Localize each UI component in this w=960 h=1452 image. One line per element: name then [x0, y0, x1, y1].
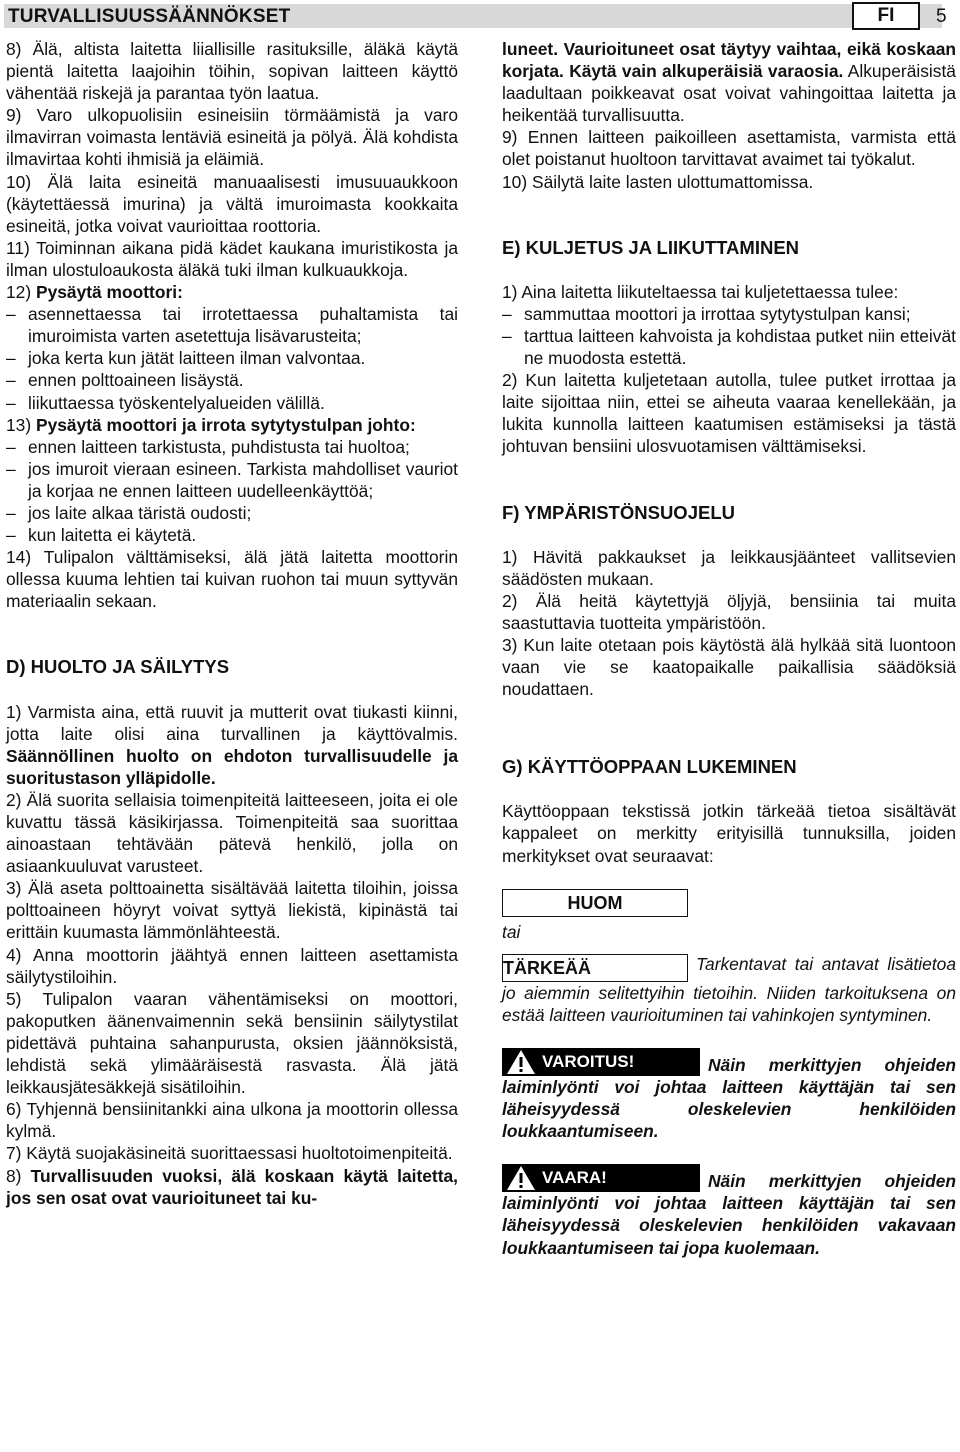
environment-2: 2) Älä heitä käytettyjä öljyjä, bensiinia tai muita saastuttavia tuotteita ympäristöön. — [502, 590, 956, 633]
list-item: – sammuttaa moottori ja irrottaa sytytystulpan kansi; — [502, 303, 956, 325]
maintenance-8-continued — [502, 38, 956, 126]
maintenance-8-cont-text: Alkuperäisistä laadultaan poikkeavat osat voivat vahingoittaa laitetta ja heikentää turvallisuutta. — [502, 61, 956, 126]
maintenance-8-bold: Turvallisuuden vuoksi, älä koskaan käytä laitetta, jos sen osat ovat vaurioituneet tai ku- — [6, 1165, 459, 1208]
maintenance-8 — [6, 1165, 458, 1209]
tarkeaa-text: Tarkentavat tai antavat lisätietoa jo aiemmin selitettyihin tietoihin. Niiden tarkoituksena on estää laitteen vaurioituminen tai vahinkojen syntyminen. — [502, 953, 956, 1025]
maintenance-3: 3) Älä aseta polttoainetta sisältävää laitetta tiloihin, joissa polttoaineen höyryt voivat syttyä liekistä, kipinästä tai erittäin kuumasta lämmönlähteestä. — [6, 878, 458, 943]
tarkeaa-note — [502, 953, 956, 1026]
rule-9: 9) Varo ulkopuolisiin esineisiin törmäämistä ja varo ilmavirran voimasta lentäviä esineitä ja pölyä. Älä kohdista ilmavirtaa kohti ihmisiä ja eläimiä. — [6, 105, 458, 170]
list-item: – kun laitetta ei käytetä. — [6, 524, 458, 546]
environment-1: 1) Hävitä pakkaukset ja leikkausjäänteet vallitsevien säädösten mukaan. — [502, 546, 956, 589]
maintenance-1 — [6, 701, 458, 789]
rule-12-number: 12) — [6, 282, 36, 303]
maintenance-4: 4) Anna moottorin jäähtyä ennen laitteen asettamista säilytystiloihin. — [6, 944, 458, 987]
rule-12-heading: Pysäytä moottori: — [35, 282, 183, 303]
or-text: tai — [502, 921, 521, 942]
section-d-heading: D) HUOLTO JA SÄILYTYS — [6, 656, 230, 678]
transport-1: 1) Aina laitetta liikuteltaessa tai kuljetettaessa tulee: — [502, 281, 899, 302]
list-item: – liikuttaessa työskentelyalueiden välillä. — [6, 392, 458, 414]
maintenance-9: 9) Ennen laitteen paikoilleen asettamista, varmista että olet poistanut huoltoon tarvittavat avaimet tai työkalut. — [502, 127, 956, 170]
vaara-text: Näin merkittyjen ohjeiden laiminlyönti voi johtaa laitteen käyttäjän tai sen läheisyydessä oleskelevien henkilöiden vakavaan loukkaantumiseen tai jopa kuolemaan. — [502, 1171, 956, 1258]
warning-triangle-icon — [506, 1165, 536, 1191]
list-item: – jos laite alkaa täristä oudosti; — [6, 502, 458, 524]
rule-11: 11) Toiminnan aikana pidä kädet kaukana imuristikosta ja ilman ulostuloaukosta äläkä tuki ilman kulkuaukkoja. — [6, 237, 458, 280]
right-column — [502, 38, 956, 1259]
maintenance-6: 6) Tyhjennä bensiinitankki aina ulkona ja moottorin ollessa kylmä. — [6, 1099, 458, 1142]
maintenance-2: 2) Älä suorita sellaisia toimenpiteitä laitteeseen, joita ei ole kuvattu tässä käsikirjassa. Toimenpiteitä saa suorittaa ainoastaan tehtävään pätevä henkilö, jolla on asiaankuuluvat varusteet. — [6, 789, 458, 877]
tarkeaa-label: TÄRKEÄÄ — [502, 954, 688, 982]
transport-2: 2) Kun laitetta kuljetetaan autolla, tulee putket irrottaa ja laite sijoittaa niin, ettei se aiheuta vaaraa kenellekään, ja lukita kunnolla laitteen kaatumisen estämiseksi ja tästä johtuvan bensiini ulosvuotamisen välttämiseksi. — [502, 370, 956, 457]
guide-intro: Käyttöoppaan tekstissä jotkin tärkeää tietoa sisältävät kappaleet on merkitty erityisillä tunnuksilla, joiden merkitykset ovat seuraavat: — [502, 801, 956, 866]
rule-13 — [6, 414, 458, 436]
list-item: – tarttua laitteen kahvoista ja kohdistaa putket niin etteivät ne muodosta estettä. — [502, 325, 956, 369]
varoitus-text-label: VAROITUS! — [542, 1051, 635, 1071]
varoitus-label — [502, 1048, 700, 1076]
maintenance-5: 5) Tulipalon vaaran vähentämiseksi on moottori, pakoputken äänenvaimennin sekä bensiinin säilytystilat pidettävä puhtaina sahanpurusta, oksien jäännöksistä, lehdistä sekä ylimääräisestä rasvasta. Älä jätä leikkausjätesäkkejä sisätiloihin. — [6, 988, 458, 1098]
maintenance-7: 7) Käytä suojakäsineitä suorittaessasi huoltotoimenpiteitä. — [6, 1143, 453, 1164]
list-item: – ennen polttoaineen lisäystä. — [6, 369, 458, 391]
page-number: 5 — [936, 6, 947, 27]
rule-8: 8) Älä, altista laitetta liiallisille rasituksille, äläkä käytä pientä laitetta laajoihin töihin, sopivan laitteen käyttö vähentää riskejä ja parantaa työn laatua. — [6, 39, 458, 104]
varoitus-text: Näin merkittyjen ohjeiden laiminlyönti voi johtaa laitteen käyttäjän tai sen läheisyydessä oleskelevien henkilöiden loukkaantumiseen. — [502, 1054, 956, 1142]
rule-10: 10) Älä laita esineitä manuaalisesti imusuuaukkoon (käytettäessä imurina) ja vältä imuroimasta kookkaita esineitä, jotka voivat vaurioittaa roottoria. — [6, 171, 458, 236]
section-e-heading: E) KULJETUS JA LIIKUTTAMINEN — [502, 236, 800, 258]
maintenance-8-cont-bold: luneet. Vaurioituneet osat täytyy vaihtaa, eikä koskaan korjata. Käytä vain alkuperäisiä varaosia. — [502, 39, 956, 82]
huom-label: HUOM — [502, 889, 688, 917]
maintenance-10: 10) Säilytä laite lasten ulottumattomissa. — [502, 171, 814, 192]
list-item: – asennettaessa tai irrotettaessa puhaltamista tai imuroimista varten asetettuja lisävarusteita; — [6, 303, 458, 347]
maintenance-8-number: 8) — [6, 1165, 31, 1186]
list-item: – ennen laitteen tarkistusta, puhdistusta tai huoltoa; — [6, 436, 458, 458]
vaara-note — [502, 1164, 956, 1258]
rule-14: 14) Tulipalon välttämiseksi, älä jätä laitetta moottorin ollessa kuuma lehtien tai kuivan ruohon tai muun syttyvän materiaalin sekaan. — [6, 547, 458, 612]
warning-triangle-icon — [506, 1049, 536, 1075]
vaara-text-label: VAARA! — [542, 1168, 607, 1188]
rule-13-number: 13) — [6, 414, 36, 435]
maintenance-1-bold: Säännöllinen huolto on ehdoton turvallisuudelle ja suoritustason ylläpidolle. — [6, 745, 458, 788]
list-item: – jos imuroit vieraan esineen. Tarkista mahdolliset vauriot ja korjaa ne ennen laitteen uudelleenkäyttöä; — [6, 458, 458, 502]
rule-13-heading: Pysäytä moottori ja irrota sytytystulpan johto: — [35, 414, 416, 435]
page-header — [0, 0, 960, 34]
list-item: – joka kerta kun jätät laitteen ilman valvontaa. — [6, 347, 458, 369]
varoitus-note — [502, 1048, 956, 1142]
language-badge: FI — [852, 2, 920, 30]
vaara-label — [502, 1164, 700, 1192]
rule-12 — [6, 281, 458, 303]
left-column — [6, 38, 458, 1209]
page-title: TURVALLISUUSSÄÄNNÖKSET — [8, 6, 291, 27]
section-g-heading: G) KÄYTTÖOPPAAN LUKEMINEN — [502, 756, 797, 778]
environment-3: 3) Kun laite otetaan pois käytöstä älä hylkää sitä luontoon vaan vie se kaatopaikalle paikallisia säädöksiä noudattaen. — [502, 634, 956, 700]
maintenance-1-text: 1) Varmista aina, että ruuvit ja mutterit ovat tiukasti kiinni, jotta laite olisi aina turvallinen ja käyttövalmis. — [6, 701, 458, 744]
section-f-heading: F) YMPÄRISTÖNSUOJELU — [502, 501, 735, 523]
